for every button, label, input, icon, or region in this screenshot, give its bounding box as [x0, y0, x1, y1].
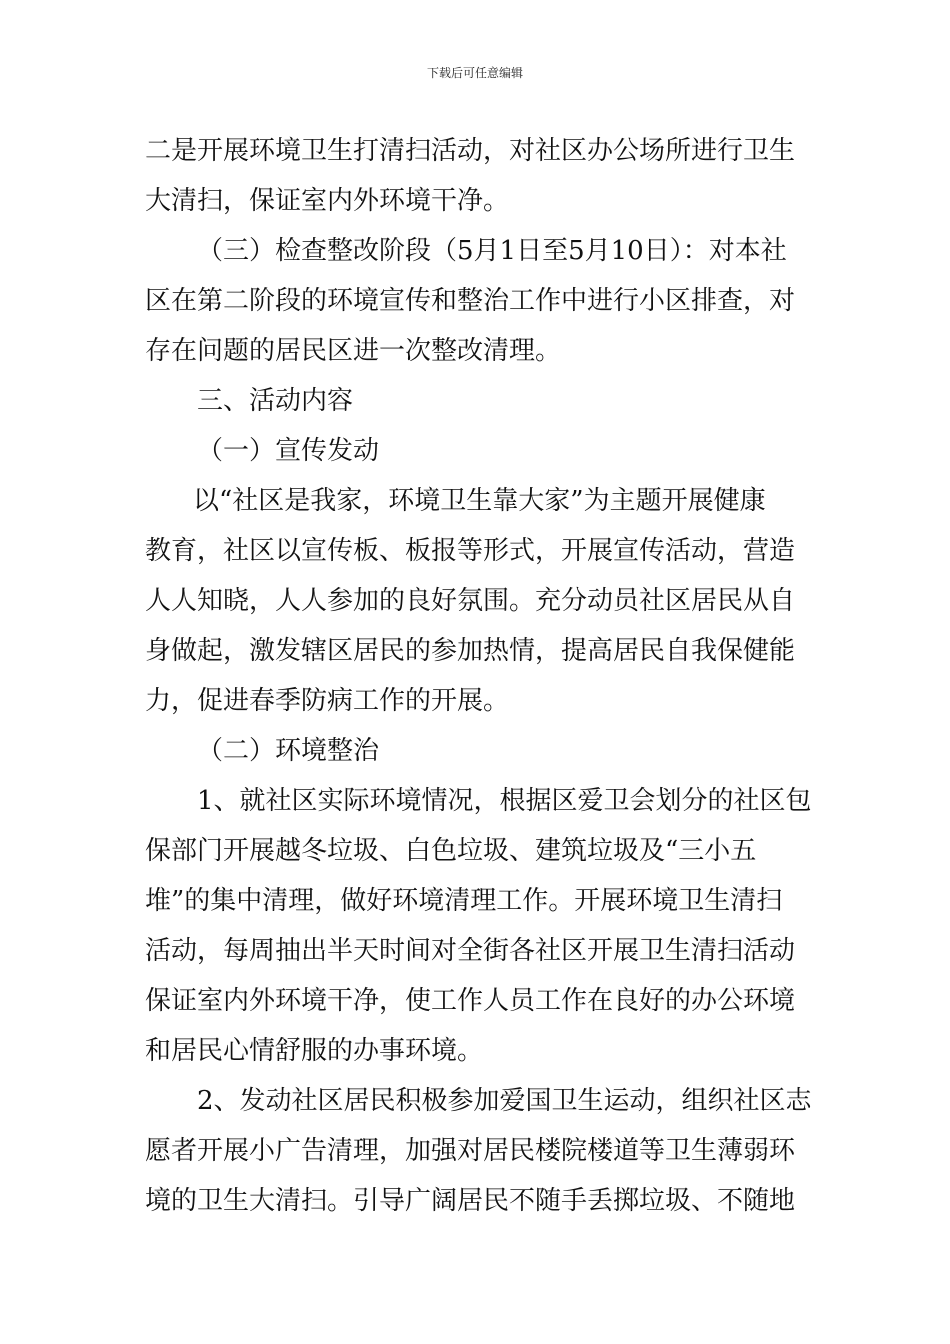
text-line: 活动，每周抽出半天时间对全街各社区开展卫生清扫活动 [145, 936, 796, 966]
text-line: 人人知晓，人人参加的良好氛围。充分动员社区居民从自 [145, 586, 796, 616]
text-line: 存在问题的居民区进一次整改清理。 [145, 336, 562, 366]
text-line: 教育，社区以宣传板、板报等形式，开展宣传活动，营造 [145, 536, 796, 566]
text-line: 保证室内外环境干净，使工作人员工作在良好的办公环境 [145, 986, 796, 1016]
text-line: 区在第二阶段的环境宣传和整治工作中进行小区排查，对 [145, 286, 796, 316]
text-line: 保部门开展越冬垃圾、白色垃圾、建筑垃圾及“三小五 [145, 836, 757, 866]
text-line: 以“社区是我家，环境卫生靠大家”为主题开展健康 [193, 486, 766, 516]
text-line: 和居民心情舒服的办事环境。 [145, 1036, 484, 1066]
text-line: 二是开展环境卫生打清扫活动，对社区办公场所进行卫生 [145, 136, 796, 166]
section-heading: 三、活动内容 [197, 386, 354, 416]
document-body [145, 126, 810, 1226]
text-line: 愿者开展小广告清理，加强对居民楼院楼道等卫生薄弱环 [145, 1136, 796, 1166]
text-line: 2、发动社区居民积极参加爱国卫生运动，组织社区志 [197, 1086, 812, 1116]
text-line: 境的卫生大清扫。引导广阔居民不随手丢掷垃圾、不随地 [145, 1186, 796, 1216]
text-line: 大清扫，保证室内外环境干净。 [145, 186, 510, 216]
subsection-heading: （一）宣传发动 [197, 436, 380, 466]
text-line: 力，促进春季防病工作的开展。 [145, 686, 510, 716]
subsection-heading: （二）环境整治 [197, 736, 380, 766]
page-header: 下载后可任意编辑 [426, 66, 523, 80]
text-line: （三）检查整改阶段（5月1日至5月10日）：对本社 [197, 236, 787, 266]
text-line: 堆”的集中清理，做好环境清理工作。开展环境卫生清扫 [145, 886, 783, 916]
text-line: 1、就社区实际环境情况，根据区爱卫会划分的社区包 [197, 786, 812, 816]
text-line: 身做起，激发辖区居民的参加热情，提高居民自我保健能 [145, 636, 796, 666]
